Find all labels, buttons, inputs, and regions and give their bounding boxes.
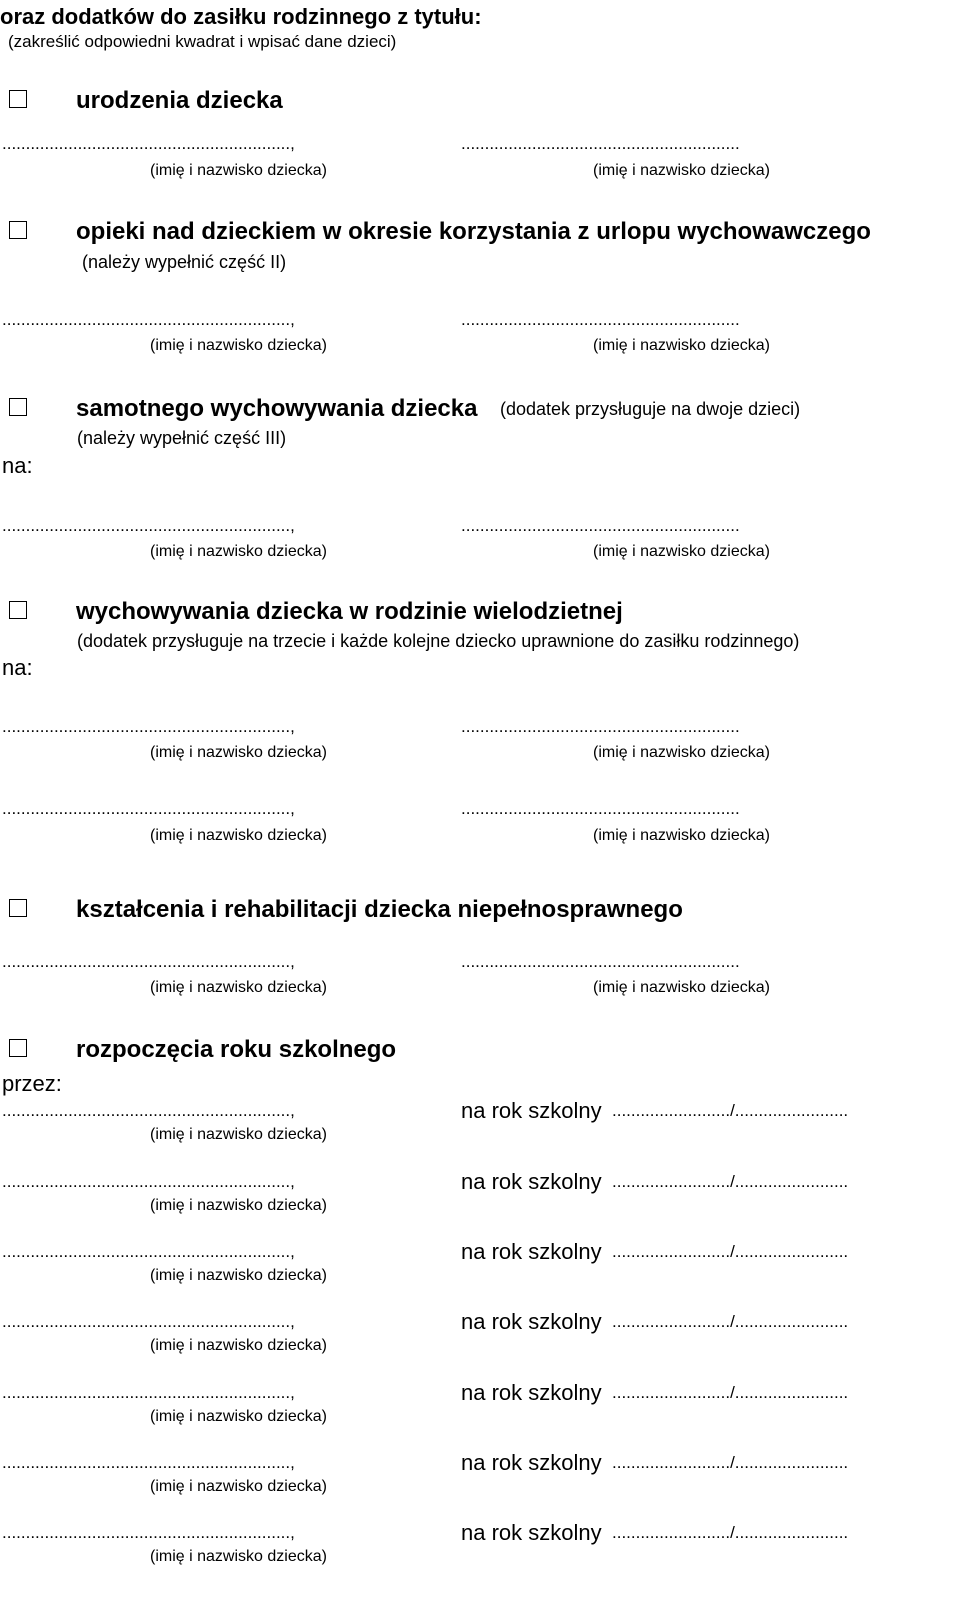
checkbox-opieki[interactable]	[9, 221, 27, 239]
checkbox-roku-szkolnego[interactable]	[9, 1039, 27, 1057]
school-child-name-field-4[interactable]: .............................................................,	[2, 1312, 295, 1331]
child-name-field-4c[interactable]: .............................................................,	[2, 799, 295, 818]
name-caption: (imię i nazwisko dziecka)	[593, 744, 770, 761]
school-year-field-2[interactable]: ........................./........................	[612, 1172, 849, 1191]
school-child-name-field-5[interactable]: .............................................................,	[2, 1383, 295, 1402]
rok-szkolny-label: na rok szkolny	[461, 1098, 602, 1123]
school-year-field-5[interactable]: ........................./........................	[612, 1383, 849, 1402]
name-caption: (imię i nazwisko dziecka)	[150, 543, 327, 560]
przez-label: przez:	[2, 1071, 62, 1096]
name-caption: (imię i nazwisko dziecka)	[150, 1408, 327, 1425]
rok-szkolny-label: na rok szkolny	[461, 1380, 602, 1405]
name-caption: (imię i nazwisko dziecka)	[150, 979, 327, 996]
name-caption: (imię i nazwisko dziecka)	[150, 162, 327, 179]
name-caption: (imię i nazwisko dziecka)	[593, 337, 770, 354]
section-note-samotnego: (należy wypełnić część III)	[77, 428, 287, 448]
na-label: na:	[2, 453, 33, 478]
section-title-ksztalcenia: kształcenia i rehabilitacji dziecka niepełnosprawnego	[76, 896, 683, 923]
school-year-field-6[interactable]: ........................./........................	[612, 1453, 849, 1472]
school-child-name-field-2[interactable]: .............................................................,	[2, 1172, 295, 1191]
section-title-roku-szkolnego: rozpoczęcia roku szkolnego	[76, 1036, 397, 1063]
page-title: oraz dodatków do zasiłku rodzinnego z tytułu:	[0, 4, 482, 29]
name-caption: (imię i nazwisko dziecka)	[150, 744, 327, 761]
rok-szkolny-label: na rok szkolny	[461, 1309, 602, 1334]
section-title-opieki: opieki nad dzieckiem w okresie korzystania z urlopu wychowawczego	[76, 218, 871, 245]
name-caption: (imię i nazwisko dziecka)	[150, 1267, 327, 1284]
checkbox-ksztalcenia[interactable]	[9, 899, 27, 917]
child-name-field-1a[interactable]: .............................................................,	[2, 134, 295, 153]
name-caption: (imię i nazwisko dziecka)	[150, 1126, 327, 1143]
page-subtitle: (zakreślić odpowiedni kwadrat i wpisać dane dzieci)	[8, 32, 397, 51]
school-year-field-7[interactable]: ........................./........................	[612, 1523, 849, 1542]
school-year-field-1[interactable]: ........................./........................	[612, 1101, 849, 1120]
child-name-field-4a[interactable]: .............................................................,	[2, 717, 295, 736]
section-title-samotnego: samotnego wychowywania dziecka	[76, 395, 478, 422]
school-child-name-field-7[interactable]: .............................................................,	[2, 1523, 295, 1542]
name-caption: (imię i nazwisko dziecka)	[150, 827, 327, 844]
rok-szkolny-label: na rok szkolny	[461, 1520, 602, 1545]
rok-szkolny-label: na rok szkolny	[461, 1450, 602, 1475]
child-name-field-2a[interactable]: .............................................................,	[2, 310, 295, 329]
section-title-note-samotnego: (dodatek przysługuje na dwoje dzieci)	[500, 399, 801, 419]
name-caption: (imię i nazwisko dziecka)	[150, 337, 327, 354]
checkbox-urodzenia[interactable]	[9, 90, 27, 108]
child-name-field-3a[interactable]: .............................................................,	[2, 516, 295, 535]
section-note-wielodzietnej: (dodatek przysługuje na trzecie i każde kolejne dziecko uprawnione do zasiłku rodzinnego)	[77, 631, 800, 651]
checkbox-samotnego[interactable]	[9, 398, 27, 416]
rok-szkolny-label: na rok szkolny	[461, 1239, 602, 1264]
name-caption: (imię i nazwisko dziecka)	[150, 1337, 327, 1354]
na-label: na:	[2, 655, 33, 680]
name-caption: (imię i nazwisko dziecka)	[150, 1548, 327, 1565]
rok-szkolny-label: na rok szkolny	[461, 1169, 602, 1194]
section-title-wielodzietnej: wychowywania dziecka w rodzinie wielodzietnej	[76, 598, 623, 625]
school-child-name-field-6[interactable]: .............................................................,	[2, 1453, 295, 1472]
checkbox-wielodzietnej[interactable]	[9, 601, 27, 619]
school-year-field-3[interactable]: ........................./........................	[612, 1242, 849, 1261]
child-name-field-4d[interactable]: ...........................................................	[461, 799, 740, 818]
section-note-opieki: (należy wypełnić część II)	[82, 252, 287, 272]
child-name-field-3b[interactable]: ...........................................................	[461, 516, 740, 535]
child-name-field-1b[interactable]: ...........................................................	[461, 134, 740, 153]
school-child-name-field-1[interactable]: .............................................................,	[2, 1101, 295, 1120]
child-name-field-4b[interactable]: ...........................................................	[461, 717, 740, 736]
name-caption: (imię i nazwisko dziecka)	[150, 1197, 327, 1214]
name-caption: (imię i nazwisko dziecka)	[150, 1478, 327, 1495]
school-year-field-4[interactable]: ........................./........................	[612, 1312, 849, 1331]
child-name-field-5b[interactable]: ...........................................................	[461, 952, 740, 971]
name-caption: (imię i nazwisko dziecka)	[593, 162, 770, 179]
section-title-urodzenia: urodzenia dziecka	[76, 87, 283, 114]
name-caption: (imię i nazwisko dziecka)	[593, 827, 770, 844]
child-name-field-2b[interactable]: ...........................................................	[461, 310, 740, 329]
child-name-field-5a[interactable]: .............................................................,	[2, 952, 295, 971]
name-caption: (imię i nazwisko dziecka)	[593, 543, 770, 560]
school-child-name-field-3[interactable]: .............................................................,	[2, 1242, 295, 1261]
name-caption: (imię i nazwisko dziecka)	[593, 979, 770, 996]
